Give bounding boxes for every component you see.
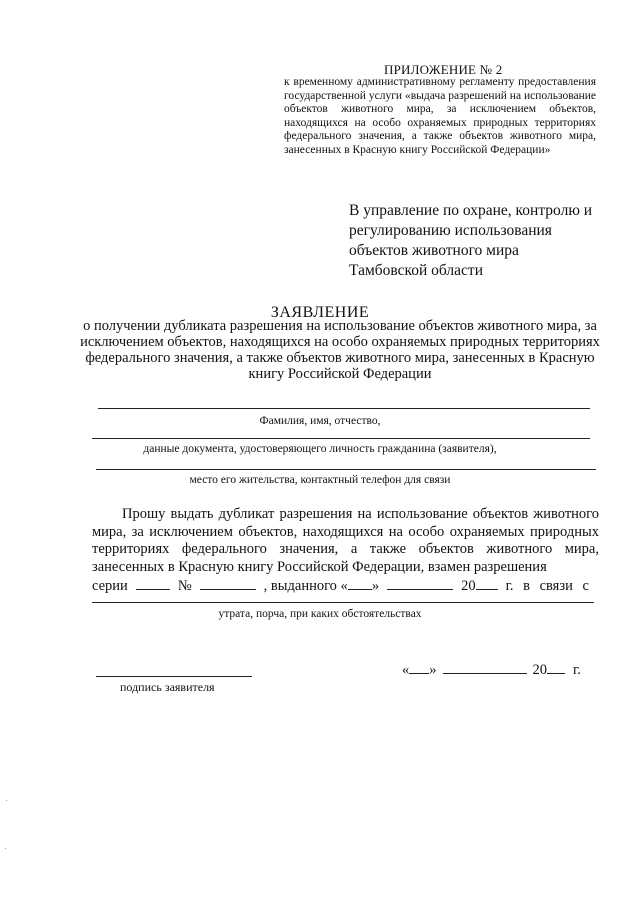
appendix-text: к временному административному регламенту предоставления государственной услуги «выдача разрешений на использование объектов животного мира, за исключением объектов, находящихся на особо охраняемых природных территориях федерального значения, а также объектов животного мира, занесенных в Красную книгу Российской Федерации» xyxy=(284,76,596,156)
issued-day-field[interactable] xyxy=(348,576,372,590)
request-text: Прошу выдать дубликат разрешения на использование объектов животного мира, за исключением объектов, находящихся на особо охраняемых природных территориях федерального значения, а также объектов животного мира, занесенных в Красную книгу Российской Федерации, взамен разрешения xyxy=(92,506,599,575)
document-line[interactable] xyxy=(92,438,590,439)
request-fill-row xyxy=(92,576,599,596)
series-field[interactable] xyxy=(136,576,170,590)
date-close-quote: » xyxy=(429,662,437,678)
appendix-title: ПРИЛОЖЕНИЕ № 2 xyxy=(384,62,503,77)
number-label: № xyxy=(177,578,192,595)
issued-month-field[interactable] xyxy=(387,576,453,590)
fio-caption: Фамилия, имя, отчество, xyxy=(259,415,381,427)
fio-line[interactable] xyxy=(98,408,590,409)
addressee-block xyxy=(349,201,609,281)
issued-year-prefix: 20 xyxy=(461,578,476,595)
scan-speck xyxy=(6,800,7,801)
signature-caption: подпись заявителя xyxy=(120,680,215,694)
residence-caption: место его жительства, контактный телефон для связи xyxy=(189,474,451,486)
document-caption: данные документа, удостоверяющего личность гражданина (заявителя), xyxy=(143,443,497,455)
date-year-suffix: г. xyxy=(573,662,581,678)
addressee-line-1: В управление по охране, контролю и xyxy=(349,202,593,219)
signature-date xyxy=(402,660,581,679)
date-year-prefix: 20 xyxy=(532,662,547,678)
document-subtitle: о получении дубликата разрешения на использование объектов животного мира, за исключением объектов, находящихся на особо охраняемых природных территориях федерального значения, а также объектов животного мира, занесенных в Красную книгу Российской Федерации xyxy=(80,318,600,382)
date-day-field[interactable] xyxy=(409,660,429,674)
signature-line[interactable] xyxy=(96,676,252,677)
scan-speck xyxy=(5,848,6,849)
series-label: серии xyxy=(92,578,128,595)
date-open-quote: « xyxy=(402,662,410,678)
issued-year-field[interactable] xyxy=(476,576,498,590)
document-title: ЗАЯВЛЕНИЕ xyxy=(270,304,370,321)
addressee-line-2: регулированию использования xyxy=(349,222,552,239)
reason-line[interactable] xyxy=(92,602,594,603)
request-block xyxy=(92,506,599,596)
reason-caption: утрата, порча, при каких обстоятельствах xyxy=(218,608,422,620)
issued-label: , выданного « xyxy=(263,578,348,595)
number-field[interactable] xyxy=(200,576,256,590)
request-paragraph xyxy=(92,506,599,576)
date-month-field[interactable] xyxy=(443,660,527,674)
addressee-line-3: объектов животного мира xyxy=(349,242,519,259)
residence-line[interactable] xyxy=(96,469,596,470)
date-year-field[interactable] xyxy=(547,660,565,674)
issued-quote-close: » xyxy=(371,578,380,595)
addressee-line-4: Тамбовской области xyxy=(349,262,483,279)
issued-year-suffix: г. в связи с xyxy=(505,578,589,595)
